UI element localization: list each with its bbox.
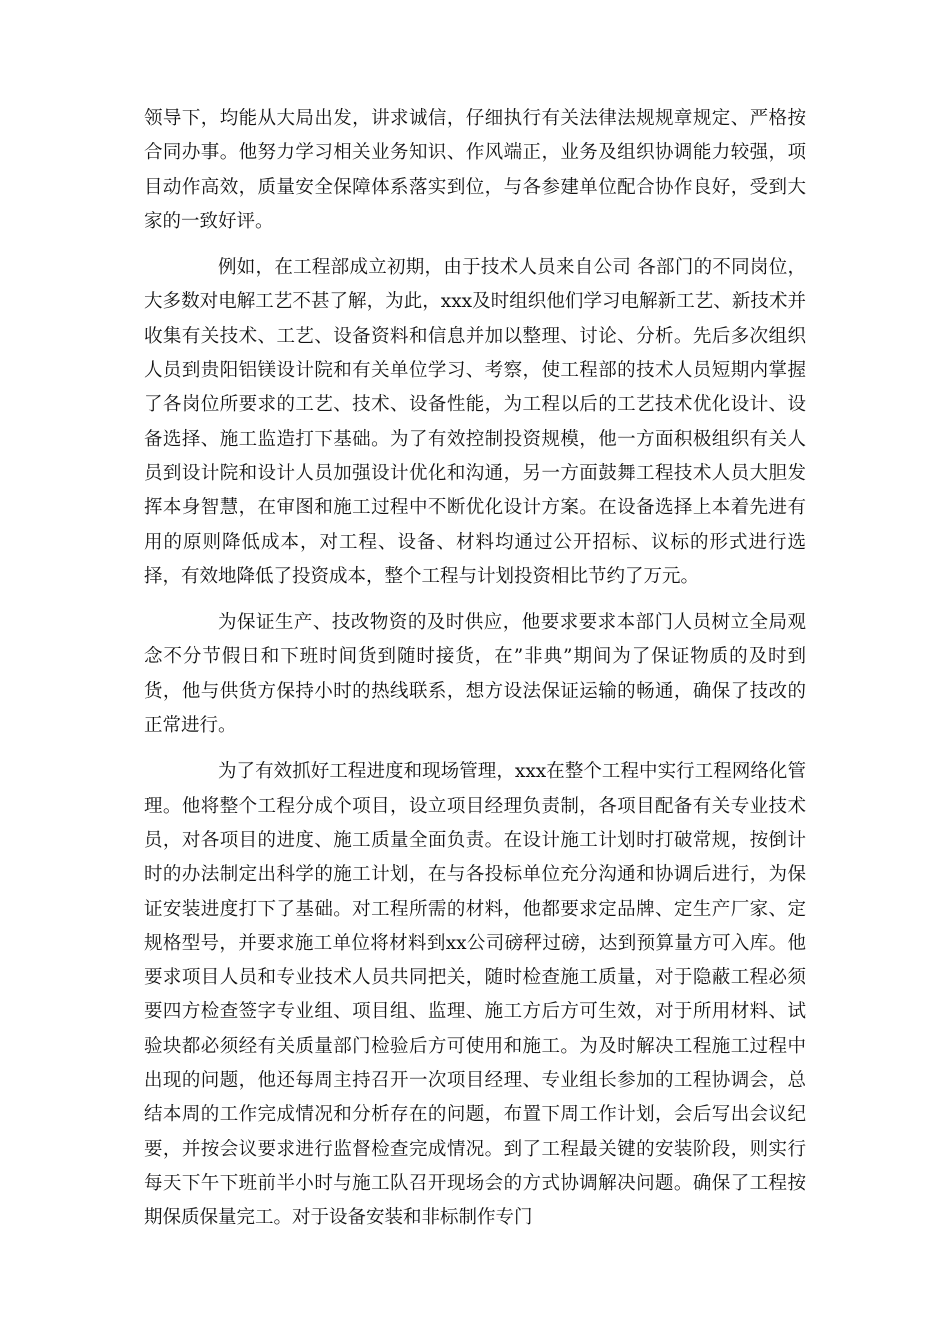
paragraph-1: 领导下，均能从大局出发，讲求诚信，仔细执行有关法律法规规章规定、严格按合同办事。他努力学习相关业务知识、作风端正，业务及组织协调能力较强，项目动作高效，质量安全保障体系落实到位，与各参建单位配合协作良好，受到大家的一致好评。 — [144, 108, 806, 232]
document-page — [144, 102, 806, 1248]
paragraph-4: 为了有效抓好工程进度和现场管理，xxx在整个工程中实行工程网络化管理。他将整个工程分成个项目，设立项目经理负责制，各项目配备有关专业技术员，对各项目的进度、施工质量全面负责。在设计施工计划时打破常规，按倒计时的办法制定出科学的施工计划，在与各投标单位充分沟通和协调后进行，为保证安装进度打下了基础。对工程所需的材料，他都要求定品牌、定生产厂家、定规格型号，并要求施工单位将材料到xx公司磅秤过磅，达到预算量方可入库。他要求项目人员和专业技术人员共同把关，随时检查施工质量，对于隐蔽工程必须要四方检查签字专业组、项目组、监理、施工方后方可生效，对于所用材料、试验块都必须经有关质量部门检验后方可使用和施工。为及时解决工程施工过程中出现的问题，他还每周主持召开一次项目经理、专业组长参加的工程协调会，总结本周的工作完成情况和分析存在的问题，布置下周工作计划，会后写出会议纪要，并按会议要求进行监督检查完成情况。到了工程最关键的安装阶段，则实行每天下午下班前半小时与施工队召开现场会的方式协调解决问题。确保了工程按期保质保量完工。对于设备安装和非标制作专门 — [144, 761, 806, 1229]
paragraph-2: 例如，在工程部成立初期，由于技术人员来自公司 各部门的不同岗位，大多数对电解工艺不甚了解，为此，xxx及时组织他们学习电解新工艺、新技术并收集有关技术、工艺、设备资料和信息并加以整理、讨论、分析。先后多次组织人员到贵阳铝镁设计院和有关单位学习、考察，使工程部的技术人员短期内掌握了各岗位所要求的工艺、技术、设备性能，为工程以后的工艺技术优化设计、设备选择、施工监造打下基础。为了有效控制投资规模，他一方面积极组织有关人员到设计院和设计人员加强设计优化和沟通，另一方面鼓舞工程技术人员大胆发挥本身智慧，在审图和施工过程中不断优化设计方案。在设备选择上本着先进有用的原则降低成本，对工程、设备、材料均通过公开招标、议标的形式进行选择，有效地降低了投资成本，整个工程与计划投资相比节约了万元。 — [144, 257, 806, 587]
paragraph-3: 为保证生产、技改物资的及时供应，他要求要求本部门人员树立全局观念不分节假日和下班时间货到随时接货，在”非典”期间为了保证物质的及时到货，他与供货方保持小时的热线联系，想方设法保证运输的畅通，确保了技改的正常进行。 — [144, 612, 806, 737]
